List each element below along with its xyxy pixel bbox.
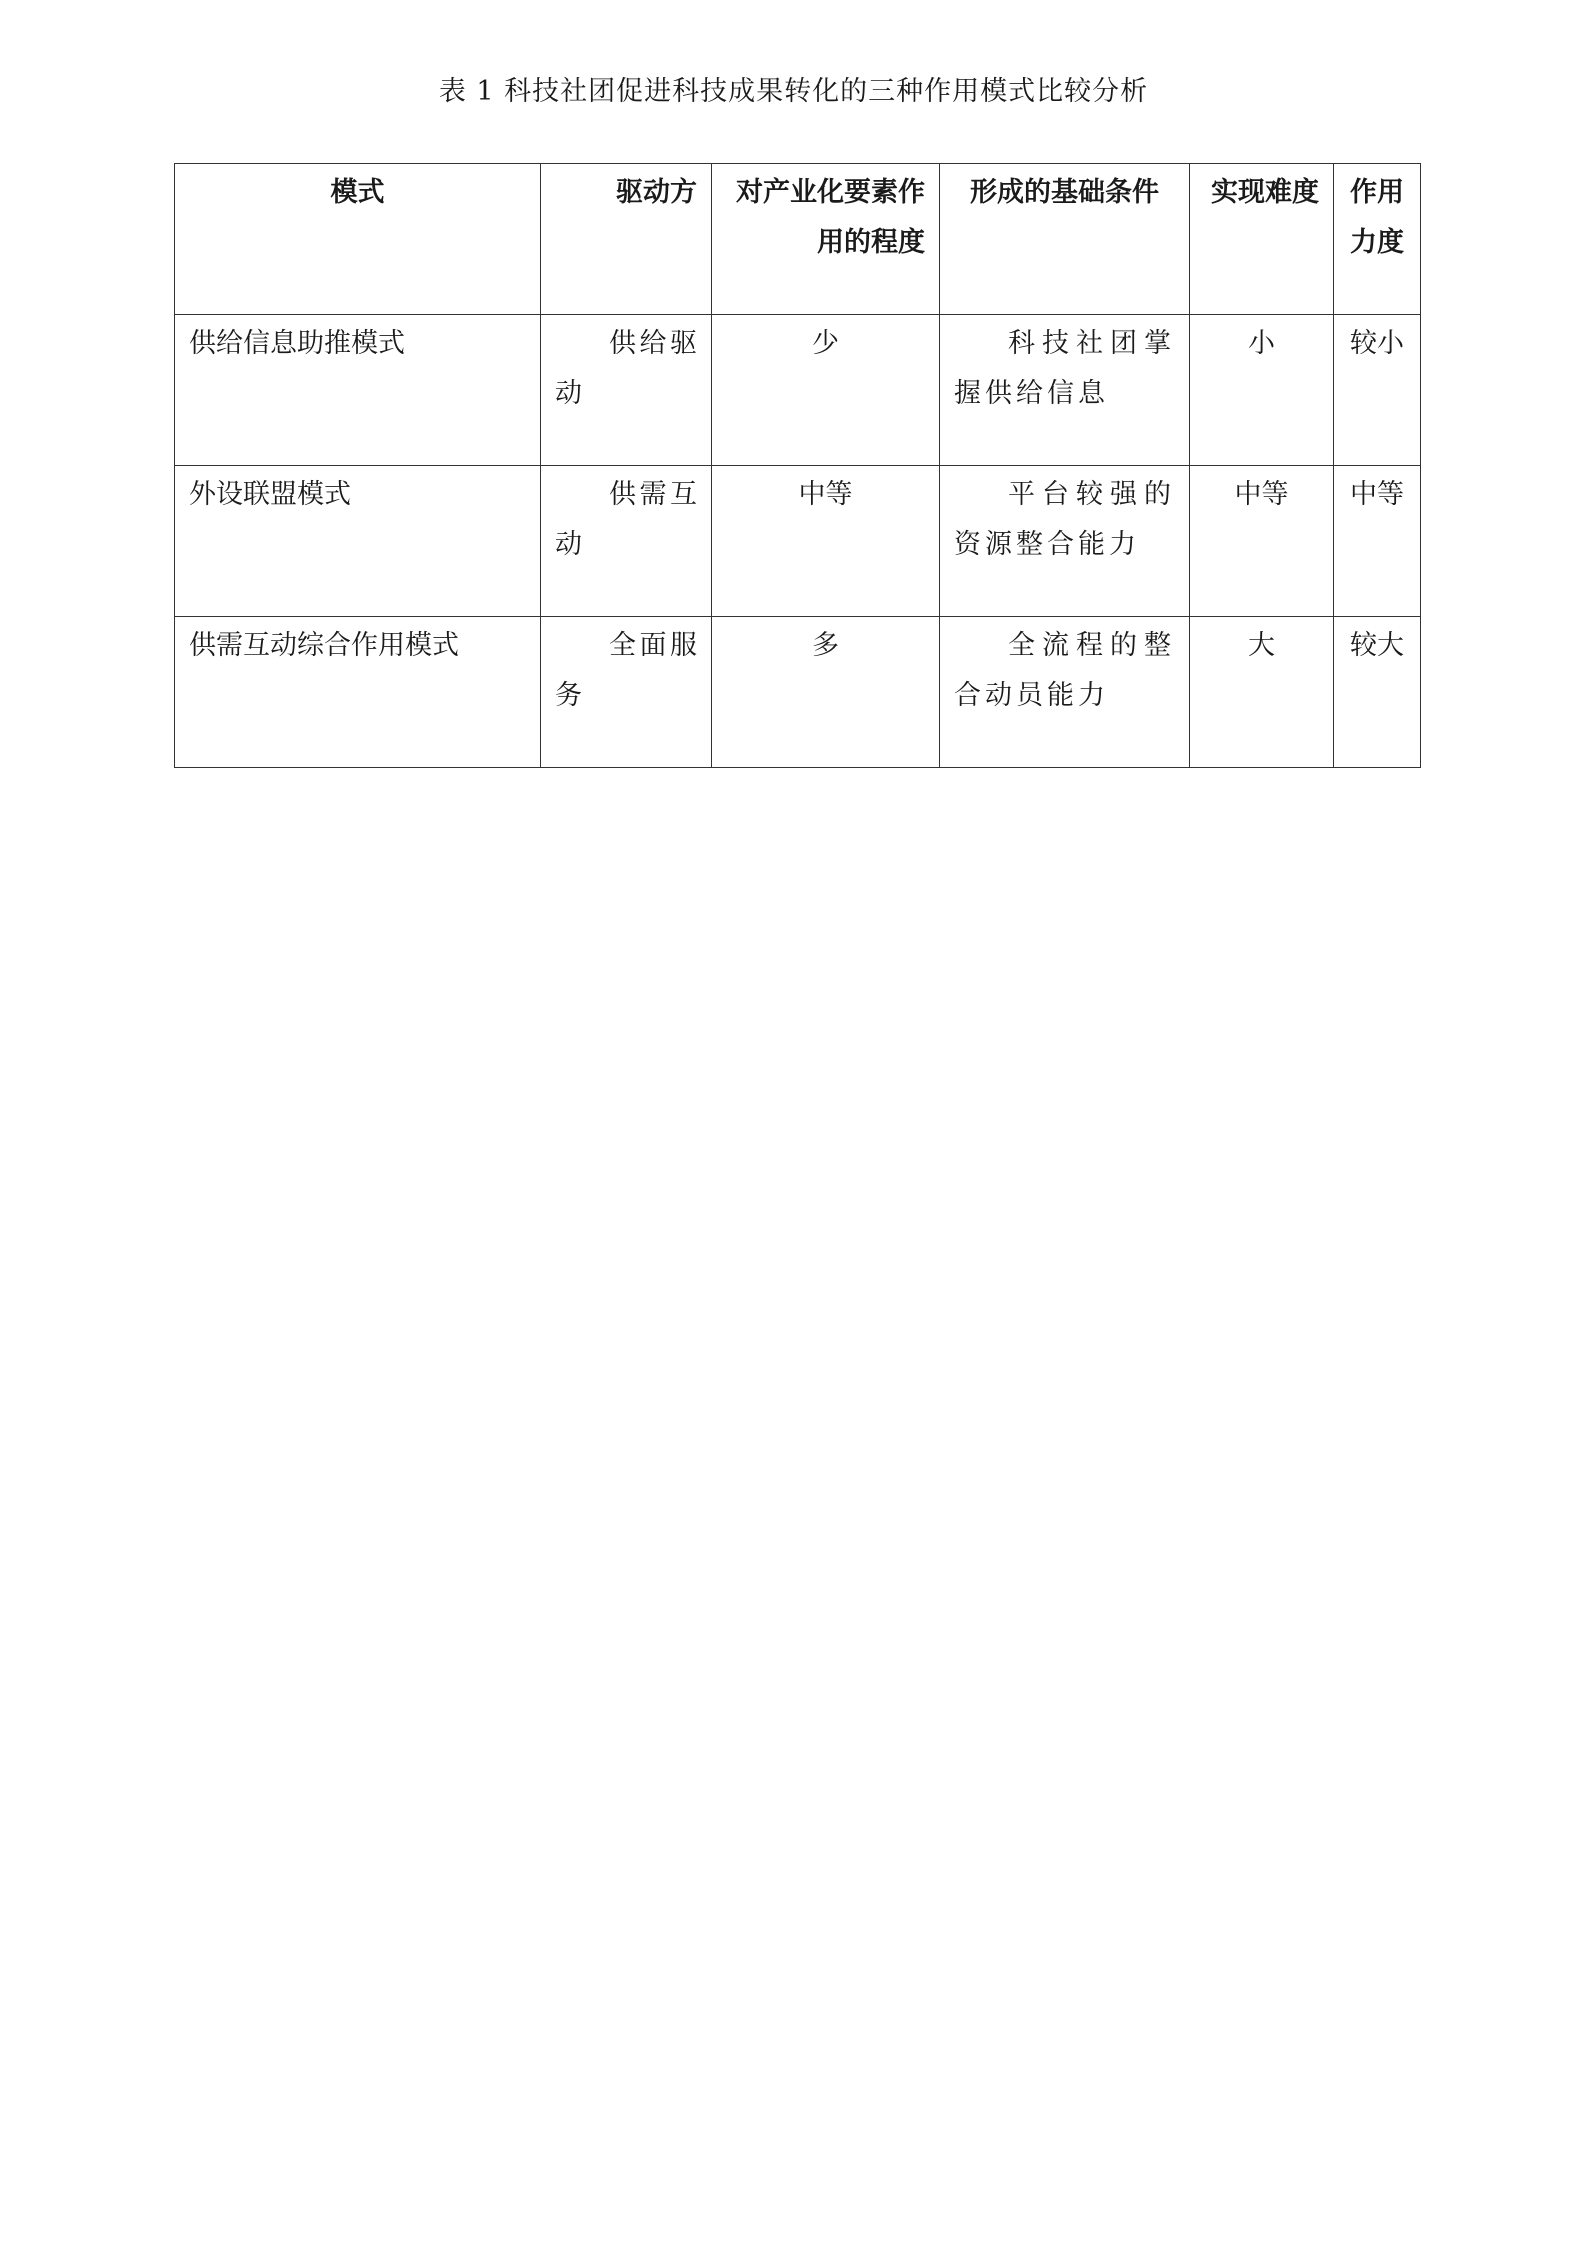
cell-difficulty: 小 <box>1190 315 1334 466</box>
header-strength: 作用力度 <box>1334 164 1421 315</box>
cell-mode: 供给信息助推模式 <box>175 315 541 466</box>
table-row <box>175 617 1421 768</box>
cell-degree: 多 <box>712 617 940 768</box>
cell-basis: 全流程的整合动员能力 <box>940 617 1190 768</box>
cell-strength: 较小 <box>1334 315 1421 466</box>
cell-basis: 平台较强的资源整合能力 <box>940 466 1190 617</box>
header-basis: 形成的基础条件 <box>940 164 1190 315</box>
cell-driver: 供需互动 <box>541 466 712 617</box>
cell-driver: 供给驱动 <box>541 315 712 466</box>
cell-strength: 较大 <box>1334 617 1421 768</box>
header-degree: 对产业化要素作用的程度 <box>712 164 940 315</box>
cell-strength: 中等 <box>1334 466 1421 617</box>
cell-mode: 供需互动综合作用模式 <box>175 617 541 768</box>
comparison-table <box>174 163 1421 768</box>
table-row <box>175 466 1421 617</box>
cell-mode: 外设联盟模式 <box>175 466 541 617</box>
header-driver: 驱动方 <box>541 164 712 315</box>
cell-degree: 中等 <box>712 466 940 617</box>
cell-difficulty: 中等 <box>1190 466 1334 617</box>
cell-difficulty: 大 <box>1190 617 1334 768</box>
header-difficulty: 实现难度 <box>1190 164 1334 315</box>
cell-basis: 科技社团掌握供给信息 <box>940 315 1190 466</box>
table-header-row <box>175 164 1421 315</box>
header-mode: 模式 <box>175 164 541 315</box>
cell-driver: 全面服务 <box>541 617 712 768</box>
table-row <box>175 315 1421 466</box>
table-caption: 表 1 科技社团促进科技成果转化的三种作用模式比较分析 <box>438 76 1149 107</box>
cell-degree: 少 <box>712 315 940 466</box>
